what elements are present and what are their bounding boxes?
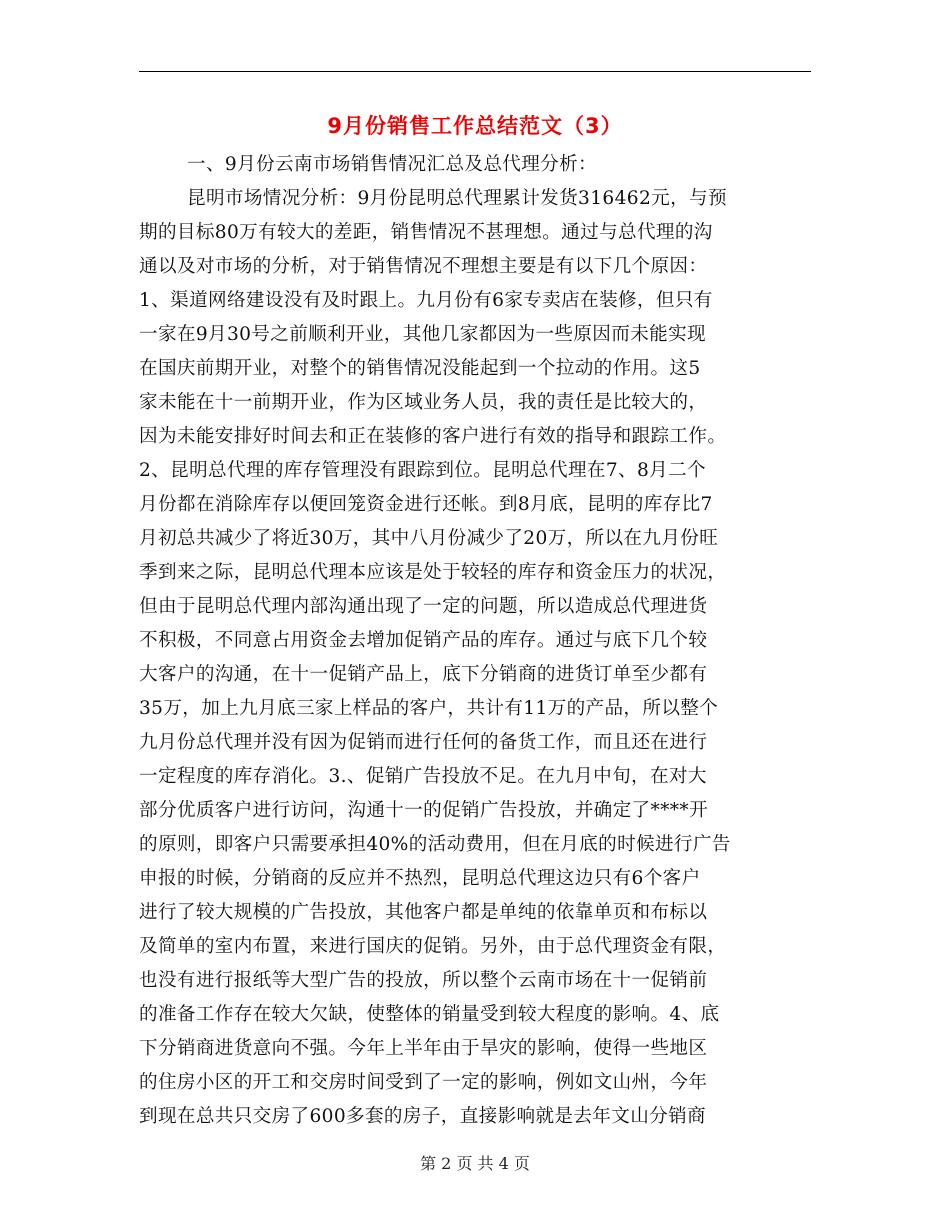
paragraph-line: 昆明市场情况分析：9月份昆明总代理累计发货316462元，与预: [187, 188, 727, 209]
document-body: [139, 148, 811, 1134]
paragraph-line: 及简单的室内布置，来进行国庆的促销。另外，由于总代理资金有限，: [139, 936, 727, 957]
paragraph-line: 月份都在消除库存以便回笼资金进行还帐。到8月底，昆明的库存比7: [139, 494, 713, 515]
paragraph-line: 一定程度的库存消化。3.、促销广告投放不足。在九月中旬，在对大: [139, 766, 707, 787]
paragraph-line: 到现在总共只交房了600多套的房子，直接影响就是去年文山分销商: [139, 1106, 706, 1127]
paragraph-line: 1、渠道网络建设没有及时跟上。九月份有6家专卖店在装修，但只有: [139, 290, 713, 311]
paragraph-line: 因为未能安排好时间去和正在装修的客户进行有效的指导和跟踪工作。: [139, 426, 727, 447]
paragraph-line: 也没有进行报纸等大型广告的投放，所以整个云南市场在十一促销前: [139, 970, 708, 991]
paragraph-line: 大客户的沟通，在十一促销产品上，底下分销商的进货订单至少都有: [139, 664, 708, 685]
page-number: 第 2 页 共 4 页: [420, 1154, 530, 1173]
paragraph-line: 一家在9月30号之前顺利开业，其他几家都因为一些原因而未能实现: [139, 324, 706, 345]
paragraph-line: 通以及对市场的分析，对于销售情况不理想主要是有以下几个原因：: [139, 256, 708, 277]
paragraph-line: 但由于昆明总代理内部沟通出现了一定的问题，所以造成总代理进货: [139, 596, 708, 617]
paragraph-line: 期的目标80万有较大的差距，销售情况不甚理想。通过与总代理的沟: [139, 222, 713, 243]
paragraph-line: 申报的时候，分销商的反应并不热烈，昆明总代理这边只有6个客户: [139, 868, 701, 889]
paragraph-line: 的准备工作存在较大欠缺，使整体的销量受到较大程度的影响。4、底: [139, 1004, 720, 1025]
paragraph-line: 35万，加上九月底三家上样品的客户，共计有11万的产品，所以整个: [139, 698, 719, 719]
paragraph-line: 2、昆明总代理的库存管理没有跟踪到位。昆明总代理在7、8月二个: [139, 460, 706, 481]
header-rule: [139, 71, 811, 72]
paragraph-line: 在国庆前期开业，对整个的销售情况没能起到一个拉动的作用。这5: [139, 358, 701, 379]
document-title: 9月份销售工作总结范文（3）: [327, 114, 623, 138]
paragraph-line: 不积极，不同意占用资金去增加促销产品的库存。通过与底下几个较: [139, 630, 708, 651]
paragraph-line: 部分优质客户进行访问，沟通十一的促销广告投放，并确定了****开: [139, 800, 709, 821]
paragraph-line: 的原则，即客户只需要承担40%的活动费用，但在月底的时候进行广告: [139, 834, 731, 855]
paragraph-line: 进行了较大规模的广告投放，其他客户都是单纯的依靠单页和布标以: [139, 902, 708, 923]
section-heading: 一、9月份云南市场销售情况汇总及总代理分析：: [187, 154, 597, 175]
paragraph-line: 九月份总代理并没有因为促销而进行任何的备货工作，而且还在进行: [139, 732, 708, 753]
paragraph-line: 下分销商进货意向不强。今年上半年由于旱灾的影响，使得一些地区: [139, 1038, 708, 1059]
paragraph-line: 的住房小区的开工和交房时间受到了一定的影响，例如文山州，今年: [139, 1072, 708, 1093]
paragraph-line: 月初总共减少了将近30万，其中八月份减少了20万，所以在九月份旺: [139, 528, 719, 549]
paragraph-line: 季到来之际，昆明总代理本应该是处于较轻的库存和资金压力的状况，: [139, 562, 727, 583]
paragraph-line: 家未能在十一前期开业，作为区域业务人员，我的责任是比较大的，: [139, 392, 708, 413]
